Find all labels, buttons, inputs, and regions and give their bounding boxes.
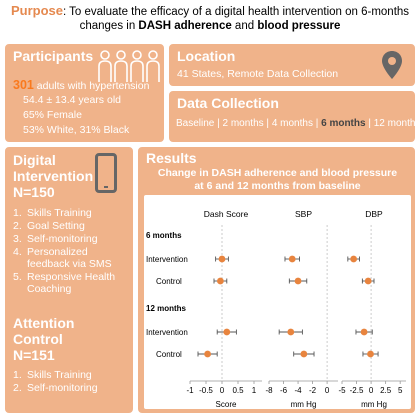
estimate-point-1-0-1 — [287, 329, 294, 336]
purpose-label: Purpose — [10, 3, 63, 18]
attention-title-b: Control — [13, 331, 63, 347]
participants-female: 65% Female — [23, 109, 82, 121]
location-panel — [168, 43, 416, 87]
participants-count-text: adults with hypertension — [33, 80, 150, 92]
participants-count-line — [13, 78, 149, 92]
item-text: Goal Setting — [27, 220, 85, 232]
item-number: 4. — [13, 246, 22, 258]
timepoint-4: 12 months — [373, 118, 420, 129]
row-label-1-0: Intervention — [146, 328, 188, 337]
purpose-statement — [6, 4, 414, 38]
attention-item-2 — [13, 382, 131, 394]
x-tick-label-2-4: 5 — [397, 386, 403, 395]
item-number: 5. — [13, 271, 22, 283]
panel-title-2: DBP — [365, 209, 383, 219]
item-number: 1. — [13, 207, 22, 219]
estimate-point-1-0-2 — [361, 329, 368, 336]
group-label-0: 6 months — [146, 231, 182, 240]
timepoint-separator: | — [263, 118, 272, 129]
row-label-1-1: Control — [156, 350, 182, 359]
x-tick-label-1-4: 0 — [324, 386, 330, 395]
digital-item-4 — [13, 246, 131, 270]
results-subtitle-a: Change in DASH adherence and blood pressure — [157, 167, 398, 179]
x-tick-label-1-0: -8 — [265, 386, 273, 395]
timepoint-3: 6 months — [321, 118, 366, 129]
item-number: 2. — [13, 220, 22, 232]
x-tick-label-0-0: -1 — [186, 386, 194, 395]
item-text: Skills Training — [27, 207, 92, 219]
x-tick-label-1-2: -4 — [294, 386, 302, 395]
attention-components-list — [13, 369, 131, 395]
forest-plot — [144, 195, 411, 409]
purpose-text-c: and — [231, 20, 258, 32]
digital-n: N=150 — [13, 184, 55, 200]
x-tick-label-0-2: 0 — [219, 386, 225, 395]
x-tick-label-2-2: 0 — [368, 386, 374, 395]
estimate-point-1-1-1 — [300, 351, 307, 358]
panel-title-0: Dash Score — [203, 209, 249, 219]
data-collection-title: Data Collection — [177, 95, 279, 111]
participants-count: 301 — [13, 78, 34, 92]
digital-item-1 — [13, 207, 131, 219]
participants-race: 53% White, 31% Black — [23, 124, 130, 136]
digital-components-list — [13, 207, 131, 296]
estimate-point-0-0-1 — [289, 256, 296, 263]
location-text: 41 States, Remote Data Collection — [177, 68, 339, 80]
purpose-text-a: : To evaluate the efficacy of a digital health intervention on 6-months — [62, 6, 410, 18]
forest-plot-svg — [144, 195, 411, 409]
item-number: 2. — [13, 382, 22, 394]
group-label-1: 12 months — [146, 304, 187, 313]
item-number: 3. — [13, 233, 22, 245]
x-tick-label-0-1: -0.5 — [199, 386, 213, 395]
item-text: Self-monitoring — [27, 233, 98, 245]
attention-title-a: Attention — [13, 315, 75, 331]
purpose-text-b: changes in — [79, 20, 139, 32]
purpose-bold-a: DASH adherence — [138, 20, 232, 32]
row-label-0-0: Intervention — [146, 255, 188, 264]
results-panel — [137, 146, 416, 414]
results-subtitle-b: at 6 and 12 months from baseline — [194, 180, 361, 192]
row-label-0-1: Control — [156, 277, 182, 286]
estimate-point-0-1-2 — [365, 278, 372, 285]
item-text: Self-monitoring — [27, 382, 98, 394]
timepoint-separator: | — [365, 118, 374, 129]
estimate-point-0-0-0 — [219, 256, 226, 263]
study-arms-panel — [4, 146, 134, 414]
participants-panel — [4, 43, 165, 143]
timepoint-1: 2 months — [222, 118, 264, 129]
digital-item-3 — [13, 233, 131, 245]
estimate-point-0-1-0 — [217, 278, 224, 285]
estimate-point-1-1-0 — [204, 351, 211, 358]
digital-item-5 — [13, 271, 131, 295]
digital-title-a: Digital — [13, 152, 56, 168]
timepoint-separator: | — [312, 118, 322, 129]
estimate-point-1-1-2 — [367, 351, 374, 358]
x-tick-label-1-1: -6 — [279, 386, 288, 395]
item-text: Personalized feedback via SMS — [27, 246, 112, 270]
participants-title: Participants — [13, 48, 94, 64]
digital-title-b: Intervention — [13, 168, 94, 184]
x-tick-label-2-0: -5 — [338, 386, 346, 395]
x-axis-label-1: mm Hg — [290, 400, 317, 409]
estimate-point-0-1-1 — [295, 278, 302, 285]
participants-age: 54.4 ± 13.4 years old — [23, 94, 121, 106]
estimate-point-1-0-0 — [223, 329, 230, 336]
attention-item-1 — [13, 369, 131, 381]
timepoint-separator: | — [214, 118, 223, 129]
data-collection-panel — [168, 90, 420, 143]
smartphone-icon — [95, 153, 117, 193]
attention-n: N=151 — [13, 347, 55, 363]
results-title: Results — [146, 150, 197, 166]
x-tick-label-2-3: 2.5 — [380, 386, 392, 395]
purpose-bold-b: blood pressure — [257, 20, 341, 32]
estimate-point-0-0-2 — [350, 256, 357, 263]
item-text: Skills Training — [27, 369, 92, 381]
panel-title-1: SBP — [294, 209, 313, 219]
timepoint-list — [176, 118, 420, 129]
x-tick-label-1-3: -2 — [309, 386, 317, 395]
item-number: 1. — [13, 369, 22, 381]
timepoint-0: Baseline — [176, 118, 215, 129]
x-axis-label-2: mm Hg — [361, 400, 387, 409]
location-title: Location — [177, 48, 236, 64]
x-tick-label-2-1: -2.5 — [349, 386, 364, 395]
x-axis-label-0: Score — [215, 400, 237, 409]
x-tick-label-0-4: 1 — [251, 386, 257, 395]
item-text: Responsive Health Coaching — [27, 271, 116, 295]
timepoint-2: 4 months — [271, 118, 313, 129]
x-tick-label-0-3: 0.5 — [232, 386, 244, 395]
map-pin-icon — [381, 50, 403, 80]
digital-item-2 — [13, 220, 131, 232]
